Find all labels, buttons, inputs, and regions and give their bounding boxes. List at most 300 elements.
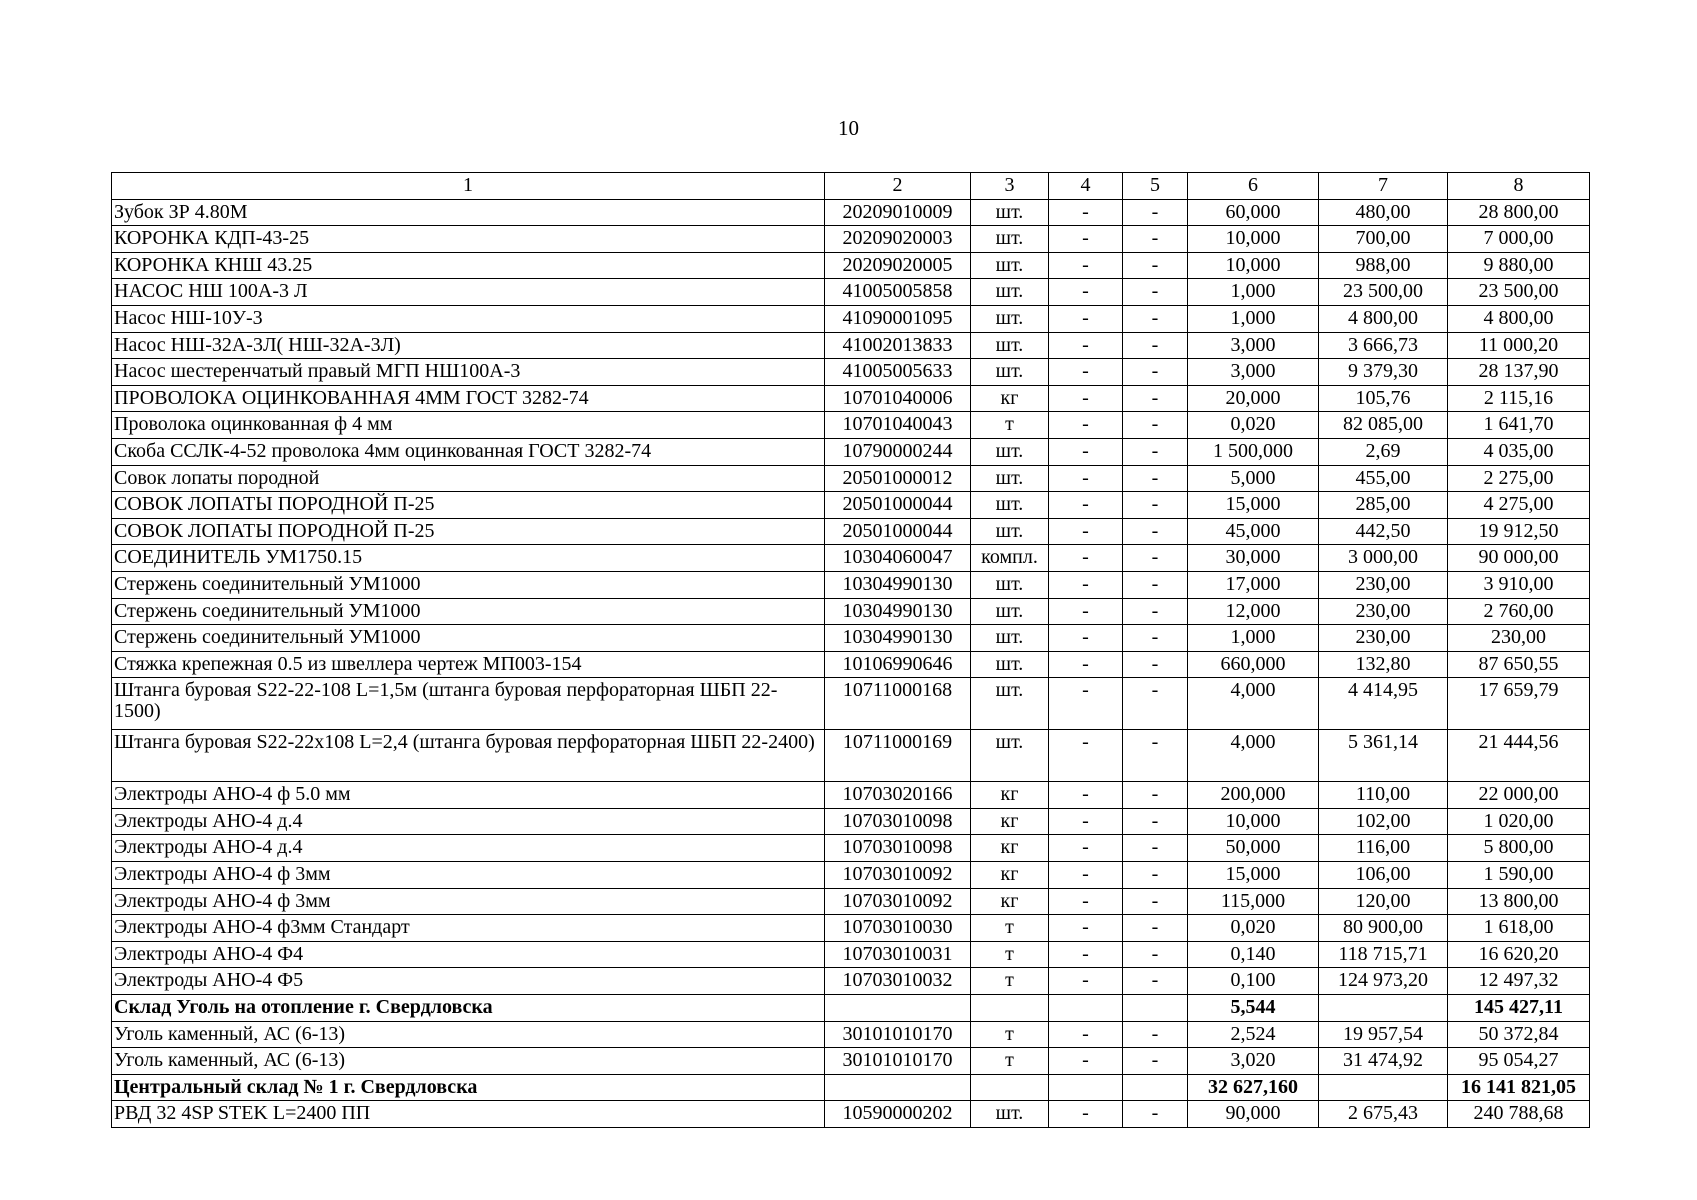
column-4-cell: - <box>1049 808 1123 835</box>
quantity-cell: 4,000 <box>1188 678 1319 730</box>
column-5-cell: - <box>1123 915 1188 942</box>
quantity-cell: 1 500,000 <box>1188 438 1319 465</box>
quantity-cell: 200,000 <box>1188 782 1319 809</box>
amount-cell: 17 659,79 <box>1448 678 1590 730</box>
column-5-cell: - <box>1123 678 1188 730</box>
table-row <box>112 518 1590 545</box>
item-code-cell <box>825 1074 971 1101</box>
table-row <box>112 678 1590 730</box>
column-5-cell: - <box>1123 782 1188 809</box>
quantity-cell: 2,524 <box>1188 1021 1319 1048</box>
item-code-cell: 20501000012 <box>825 465 971 492</box>
item-code-cell: 10304990130 <box>825 598 971 625</box>
table-header-row <box>112 173 1590 200</box>
table-row <box>112 651 1590 678</box>
column-header: 2 <box>825 173 971 200</box>
price-cell: 19 957,54 <box>1319 1021 1448 1048</box>
column-4-cell: - <box>1049 199 1123 226</box>
item-name-cell: Стержень соединительный УМ1000 <box>112 625 825 652</box>
table-row <box>112 862 1590 889</box>
table-row <box>112 888 1590 915</box>
page-number: 10 <box>838 116 859 140</box>
table-row <box>112 199 1590 226</box>
item-code-cell: 20209020003 <box>825 226 971 253</box>
price-cell: 120,00 <box>1319 888 1448 915</box>
item-name-cell: Зубок ЗР 4.80М <box>112 199 825 226</box>
item-name-cell: Насос шестеренчатый правый МГП НШ100А-3 <box>112 359 825 386</box>
column-5-cell: - <box>1123 651 1188 678</box>
item-name-cell: НАСОС НШ 100А-3 Л <box>112 279 825 306</box>
amount-cell: 87 650,55 <box>1448 651 1590 678</box>
table-row <box>112 305 1590 332</box>
table-row <box>112 730 1590 782</box>
item-name-cell: Штанга буровая S22-22x108 L=2,4 (штанга буровая перфораторная ШБП 22-2400) <box>112 730 825 782</box>
quantity-cell: 0,140 <box>1188 941 1319 968</box>
table-row <box>112 545 1590 572</box>
table-row <box>112 598 1590 625</box>
item-name-cell: Электроды АНО-4 Ф4 <box>112 941 825 968</box>
quantity-cell: 0,020 <box>1188 412 1319 439</box>
amount-cell: 50 372,84 <box>1448 1021 1590 1048</box>
unit-cell: т <box>971 1048 1049 1075</box>
amount-cell: 230,00 <box>1448 625 1590 652</box>
item-name-cell: Уголь каменный, АС (6-13) <box>112 1021 825 1048</box>
amount-cell: 16 620,20 <box>1448 941 1590 968</box>
column-4-cell: - <box>1049 438 1123 465</box>
unit-cell: кг <box>971 385 1049 412</box>
item-name-cell: Совок лопаты породной <box>112 465 825 492</box>
quantity-cell: 17,000 <box>1188 571 1319 598</box>
column-5-cell: - <box>1123 1021 1188 1048</box>
column-4-cell: - <box>1049 1021 1123 1048</box>
item-code-cell: 10701040043 <box>825 412 971 439</box>
column-5-cell: - <box>1123 835 1188 862</box>
item-code-cell: 30101010170 <box>825 1021 971 1048</box>
unit-cell: шт. <box>971 279 1049 306</box>
item-name-cell: ПРОВОЛОКА ОЦИНКОВАННАЯ 4ММ ГОСТ 3282-74 <box>112 385 825 412</box>
item-code-cell: 41005005633 <box>825 359 971 386</box>
item-code-cell: 41090001095 <box>825 305 971 332</box>
column-5-cell: - <box>1123 438 1188 465</box>
table-row <box>112 808 1590 835</box>
table-row <box>112 625 1590 652</box>
price-cell <box>1319 995 1448 1022</box>
column-5-cell: - <box>1123 412 1188 439</box>
price-cell: 116,00 <box>1319 835 1448 862</box>
item-name-cell: Насос НШ-10У-3 <box>112 305 825 332</box>
column-4-cell: - <box>1049 678 1123 730</box>
price-cell: 442,50 <box>1319 518 1448 545</box>
quantity-cell: 5,000 <box>1188 465 1319 492</box>
column-header: 8 <box>1448 173 1590 200</box>
quantity-cell: 10,000 <box>1188 226 1319 253</box>
column-4-cell: - <box>1049 1101 1123 1128</box>
quantity-cell: 30,000 <box>1188 545 1319 572</box>
item-name-cell: Центральный склад № 1 г. Свердловска <box>112 1074 825 1101</box>
column-5-cell: - <box>1123 1048 1188 1075</box>
item-name-cell: Стяжка крепежная 0.5 из швеллера чертеж МП003-154 <box>112 651 825 678</box>
item-code-cell: 10701040006 <box>825 385 971 412</box>
column-5-cell: - <box>1123 226 1188 253</box>
amount-cell: 28 800,00 <box>1448 199 1590 226</box>
column-5-cell: - <box>1123 385 1188 412</box>
amount-cell: 21 444,56 <box>1448 730 1590 782</box>
column-4-cell <box>1049 995 1123 1022</box>
price-cell: 230,00 <box>1319 625 1448 652</box>
item-code-cell: 10703010032 <box>825 968 971 995</box>
item-name-cell: Стержень соединительный УМ1000 <box>112 598 825 625</box>
table-row <box>112 782 1590 809</box>
unit-cell: шт. <box>971 438 1049 465</box>
column-header: 5 <box>1123 173 1188 200</box>
price-cell: 230,00 <box>1319 571 1448 598</box>
unit-cell: кг <box>971 862 1049 889</box>
column-4-cell: - <box>1049 518 1123 545</box>
column-5-cell: - <box>1123 571 1188 598</box>
unit-cell: шт. <box>971 1101 1049 1128</box>
price-cell: 106,00 <box>1319 862 1448 889</box>
price-cell: 455,00 <box>1319 465 1448 492</box>
item-name-cell: СОВОК ЛОПАТЫ ПОРОДНОЙ П-25 <box>112 518 825 545</box>
unit-cell <box>971 1074 1049 1101</box>
table-row <box>112 226 1590 253</box>
unit-cell: шт. <box>971 252 1049 279</box>
column-5-cell: - <box>1123 625 1188 652</box>
column-5-cell: - <box>1123 252 1188 279</box>
quantity-cell: 1,000 <box>1188 625 1319 652</box>
amount-cell: 16 141 821,05 <box>1448 1074 1590 1101</box>
price-cell: 700,00 <box>1319 226 1448 253</box>
amount-cell: 2 115,16 <box>1448 385 1590 412</box>
amount-cell: 23 500,00 <box>1448 279 1590 306</box>
item-code-cell: 10711000169 <box>825 730 971 782</box>
unit-cell: шт. <box>971 730 1049 782</box>
column-4-cell: - <box>1049 279 1123 306</box>
column-4-cell: - <box>1049 730 1123 782</box>
unit-cell: т <box>971 915 1049 942</box>
item-code-cell: 10703010092 <box>825 862 971 889</box>
column-5-cell: - <box>1123 465 1188 492</box>
quantity-cell: 4,000 <box>1188 730 1319 782</box>
item-code-cell: 20209010009 <box>825 199 971 226</box>
quantity-cell: 10,000 <box>1188 808 1319 835</box>
column-5-cell: - <box>1123 941 1188 968</box>
price-cell: 80 900,00 <box>1319 915 1448 942</box>
item-name-cell: Стержень соединительный УМ1000 <box>112 571 825 598</box>
unit-cell: шт. <box>971 571 1049 598</box>
table-row <box>112 571 1590 598</box>
column-4-cell: - <box>1049 465 1123 492</box>
amount-cell: 28 137,90 <box>1448 359 1590 386</box>
unit-cell: шт. <box>971 598 1049 625</box>
item-code-cell: 10304060047 <box>825 545 971 572</box>
unit-cell: шт. <box>971 359 1049 386</box>
item-code-cell: 10304990130 <box>825 625 971 652</box>
item-name-cell: Электроды АНО-4 ф 3мм <box>112 862 825 889</box>
amount-cell: 1 641,70 <box>1448 412 1590 439</box>
column-5-cell: - <box>1123 968 1188 995</box>
unit-cell: шт. <box>971 625 1049 652</box>
column-4-cell: - <box>1049 332 1123 359</box>
table-row <box>112 279 1590 306</box>
quantity-cell: 660,000 <box>1188 651 1319 678</box>
quantity-cell: 3,020 <box>1188 1048 1319 1075</box>
table-row <box>112 438 1590 465</box>
quantity-cell: 0,100 <box>1188 968 1319 995</box>
item-name-cell: Электроды АНО-4 ф 5.0 мм <box>112 782 825 809</box>
column-header: 1 <box>112 173 825 200</box>
table-row <box>112 1021 1590 1048</box>
quantity-cell: 90,000 <box>1188 1101 1319 1128</box>
price-cell <box>1319 1074 1448 1101</box>
item-code-cell: 41002013833 <box>825 332 971 359</box>
column-5-cell <box>1123 995 1188 1022</box>
column-5-cell: - <box>1123 862 1188 889</box>
inventory-table <box>111 172 1590 1128</box>
price-cell: 82 085,00 <box>1319 412 1448 439</box>
item-name-cell: Скоба ССЛК-4-52 проволока 4мм оцинкованная ГОСТ 3282-74 <box>112 438 825 465</box>
column-4-cell: - <box>1049 305 1123 332</box>
amount-cell: 2 275,00 <box>1448 465 1590 492</box>
price-cell: 31 474,92 <box>1319 1048 1448 1075</box>
quantity-cell: 115,000 <box>1188 888 1319 915</box>
unit-cell: кг <box>971 835 1049 862</box>
column-5-cell: - <box>1123 359 1188 386</box>
price-cell: 2,69 <box>1319 438 1448 465</box>
price-cell: 3 666,73 <box>1319 332 1448 359</box>
quantity-cell: 45,000 <box>1188 518 1319 545</box>
item-name-cell: Проволока оцинкованная ф 4 мм <box>112 412 825 439</box>
table-row <box>112 1048 1590 1075</box>
amount-cell: 7 000,00 <box>1448 226 1590 253</box>
column-header: 6 <box>1188 173 1319 200</box>
unit-cell: кг <box>971 808 1049 835</box>
price-cell: 105,76 <box>1319 385 1448 412</box>
column-5-cell: - <box>1123 1101 1188 1128</box>
quantity-cell: 50,000 <box>1188 835 1319 862</box>
price-cell: 988,00 <box>1319 252 1448 279</box>
item-code-cell <box>825 995 971 1022</box>
column-4-cell: - <box>1049 968 1123 995</box>
unit-cell: шт. <box>971 199 1049 226</box>
column-4-cell: - <box>1049 252 1123 279</box>
item-name-cell: Электроды АНО-4 Ф5 <box>112 968 825 995</box>
quantity-cell: 15,000 <box>1188 492 1319 519</box>
price-cell: 110,00 <box>1319 782 1448 809</box>
column-4-cell: - <box>1049 625 1123 652</box>
table-row <box>112 359 1590 386</box>
column-4-cell: - <box>1049 385 1123 412</box>
price-cell: 2 675,43 <box>1319 1101 1448 1128</box>
column-5-cell: - <box>1123 888 1188 915</box>
quantity-cell: 3,000 <box>1188 332 1319 359</box>
item-name-cell: Электроды АНО-4 ф 3мм <box>112 888 825 915</box>
price-cell: 4 800,00 <box>1319 305 1448 332</box>
column-5-cell: - <box>1123 545 1188 572</box>
price-cell: 230,00 <box>1319 598 1448 625</box>
unit-cell: шт. <box>971 305 1049 332</box>
item-name-cell: Насос НШ-32А-3Л( НШ-32А-3Л) <box>112 332 825 359</box>
item-code-cell: 10711000168 <box>825 678 971 730</box>
price-cell: 3 000,00 <box>1319 545 1448 572</box>
column-5-cell: - <box>1123 598 1188 625</box>
column-4-cell: - <box>1049 545 1123 572</box>
table-row <box>112 492 1590 519</box>
quantity-cell: 32 627,160 <box>1188 1074 1319 1101</box>
column-4-cell: - <box>1049 941 1123 968</box>
amount-cell: 90 000,00 <box>1448 545 1590 572</box>
column-5-cell: - <box>1123 279 1188 306</box>
column-4-cell: - <box>1049 598 1123 625</box>
unit-cell: шт. <box>971 492 1049 519</box>
column-5-cell: - <box>1123 305 1188 332</box>
price-cell: 5 361,14 <box>1319 730 1448 782</box>
item-code-cell: 20501000044 <box>825 518 971 545</box>
item-code-cell: 41005005858 <box>825 279 971 306</box>
price-cell: 285,00 <box>1319 492 1448 519</box>
column-5-cell: - <box>1123 492 1188 519</box>
item-name-cell: РВД 32 4SP STEK L=2400 ПП <box>112 1101 825 1128</box>
price-cell: 9 379,30 <box>1319 359 1448 386</box>
table-body <box>112 173 1590 1128</box>
item-name-cell: Штанга буровая S22-22-108 L=1,5м (штанга буровая перфораторная ШБП 22-1500) <box>112 678 825 730</box>
unit-cell: шт. <box>971 465 1049 492</box>
unit-cell: шт. <box>971 518 1049 545</box>
quantity-cell: 20,000 <box>1188 385 1319 412</box>
table-row <box>112 412 1590 439</box>
amount-cell: 13 800,00 <box>1448 888 1590 915</box>
quantity-cell: 5,544 <box>1188 995 1319 1022</box>
amount-cell: 3 910,00 <box>1448 571 1590 598</box>
item-code-cell: 30101010170 <box>825 1048 971 1075</box>
item-code-cell: 10703020166 <box>825 782 971 809</box>
item-name-cell: Электроды АНО-4 ф3мм Стандарт <box>112 915 825 942</box>
quantity-cell: 0,020 <box>1188 915 1319 942</box>
unit-cell: кг <box>971 782 1049 809</box>
column-header: 7 <box>1319 173 1448 200</box>
item-name-cell: КОРОНКА КНШ 43.25 <box>112 252 825 279</box>
unit-cell: т <box>971 941 1049 968</box>
table-row <box>112 835 1590 862</box>
column-4-cell: - <box>1049 862 1123 889</box>
column-4-cell: - <box>1049 888 1123 915</box>
column-4-cell: - <box>1049 835 1123 862</box>
table-row <box>112 252 1590 279</box>
column-5-cell: - <box>1123 332 1188 359</box>
column-4-cell: - <box>1049 412 1123 439</box>
unit-cell: шт. <box>971 332 1049 359</box>
amount-cell: 5 800,00 <box>1448 835 1590 862</box>
quantity-cell: 10,000 <box>1188 252 1319 279</box>
column-header: 4 <box>1049 173 1123 200</box>
amount-cell: 4 800,00 <box>1448 305 1590 332</box>
item-code-cell: 10590000202 <box>825 1101 971 1128</box>
amount-cell: 240 788,68 <box>1448 1101 1590 1128</box>
amount-cell: 1 618,00 <box>1448 915 1590 942</box>
quantity-cell: 3,000 <box>1188 359 1319 386</box>
amount-cell: 9 880,00 <box>1448 252 1590 279</box>
item-name-cell: Уголь каменный, АС (6-13) <box>112 1048 825 1075</box>
item-code-cell: 10703010092 <box>825 888 971 915</box>
column-4-cell: - <box>1049 782 1123 809</box>
quantity-cell: 15,000 <box>1188 862 1319 889</box>
amount-cell: 4 035,00 <box>1448 438 1590 465</box>
item-name-cell: Электроды АНО-4 д.4 <box>112 808 825 835</box>
item-code-cell: 10703010098 <box>825 835 971 862</box>
amount-cell: 22 000,00 <box>1448 782 1590 809</box>
amount-cell: 2 760,00 <box>1448 598 1590 625</box>
item-code-cell: 10703010098 <box>825 808 971 835</box>
item-code-cell: 10106990646 <box>825 651 971 678</box>
amount-cell: 145 427,11 <box>1448 995 1590 1022</box>
table-row <box>112 385 1590 412</box>
table-group-row <box>112 1074 1590 1101</box>
amount-cell: 95 054,27 <box>1448 1048 1590 1075</box>
price-cell: 124 973,20 <box>1319 968 1448 995</box>
table-row <box>112 1101 1590 1128</box>
table-row <box>112 332 1590 359</box>
column-4-cell: - <box>1049 226 1123 253</box>
item-code-cell: 20501000044 <box>825 492 971 519</box>
item-name-cell: КОРОНКА КДП-43-25 <box>112 226 825 253</box>
price-cell: 4 414,95 <box>1319 678 1448 730</box>
column-5-cell: - <box>1123 808 1188 835</box>
unit-cell: компл. <box>971 545 1049 572</box>
amount-cell: 12 497,32 <box>1448 968 1590 995</box>
column-5-cell: - <box>1123 518 1188 545</box>
item-name-cell: СОВОК ЛОПАТЫ ПОРОДНОЙ П-25 <box>112 492 825 519</box>
table-group-row <box>112 995 1590 1022</box>
unit-cell: т <box>971 1021 1049 1048</box>
unit-cell: шт. <box>971 651 1049 678</box>
unit-cell: т <box>971 968 1049 995</box>
price-cell: 132,80 <box>1319 651 1448 678</box>
item-name-cell: СОЕДИНИТЕЛЬ УМ1750.15 <box>112 545 825 572</box>
column-4-cell: - <box>1049 651 1123 678</box>
price-cell: 118 715,71 <box>1319 941 1448 968</box>
quantity-cell: 12,000 <box>1188 598 1319 625</box>
price-cell: 23 500,00 <box>1319 279 1448 306</box>
amount-cell: 19 912,50 <box>1448 518 1590 545</box>
amount-cell: 11 000,20 <box>1448 332 1590 359</box>
table-row <box>112 915 1590 942</box>
quantity-cell: 1,000 <box>1188 279 1319 306</box>
column-5-cell <box>1123 1074 1188 1101</box>
amount-cell: 1 020,00 <box>1448 808 1590 835</box>
column-5-cell: - <box>1123 199 1188 226</box>
column-4-cell: - <box>1049 492 1123 519</box>
item-name-cell: Электроды АНО-4 д.4 <box>112 835 825 862</box>
unit-cell: шт. <box>971 678 1049 730</box>
unit-cell: т <box>971 412 1049 439</box>
column-4-cell <box>1049 1074 1123 1101</box>
table-row <box>112 968 1590 995</box>
item-code-cell: 20209020005 <box>825 252 971 279</box>
item-code-cell: 10790000244 <box>825 438 971 465</box>
unit-cell: шт. <box>971 226 1049 253</box>
price-cell: 480,00 <box>1319 199 1448 226</box>
unit-cell: кг <box>971 888 1049 915</box>
item-name-cell: Склад Уголь на отопление г. Свердловска <box>112 995 825 1022</box>
unit-cell <box>971 995 1049 1022</box>
table-row <box>112 941 1590 968</box>
column-header: 3 <box>971 173 1049 200</box>
item-code-cell: 10703010031 <box>825 941 971 968</box>
column-4-cell: - <box>1049 1048 1123 1075</box>
quantity-cell: 60,000 <box>1188 199 1319 226</box>
price-cell: 102,00 <box>1319 808 1448 835</box>
table-row <box>112 465 1590 492</box>
